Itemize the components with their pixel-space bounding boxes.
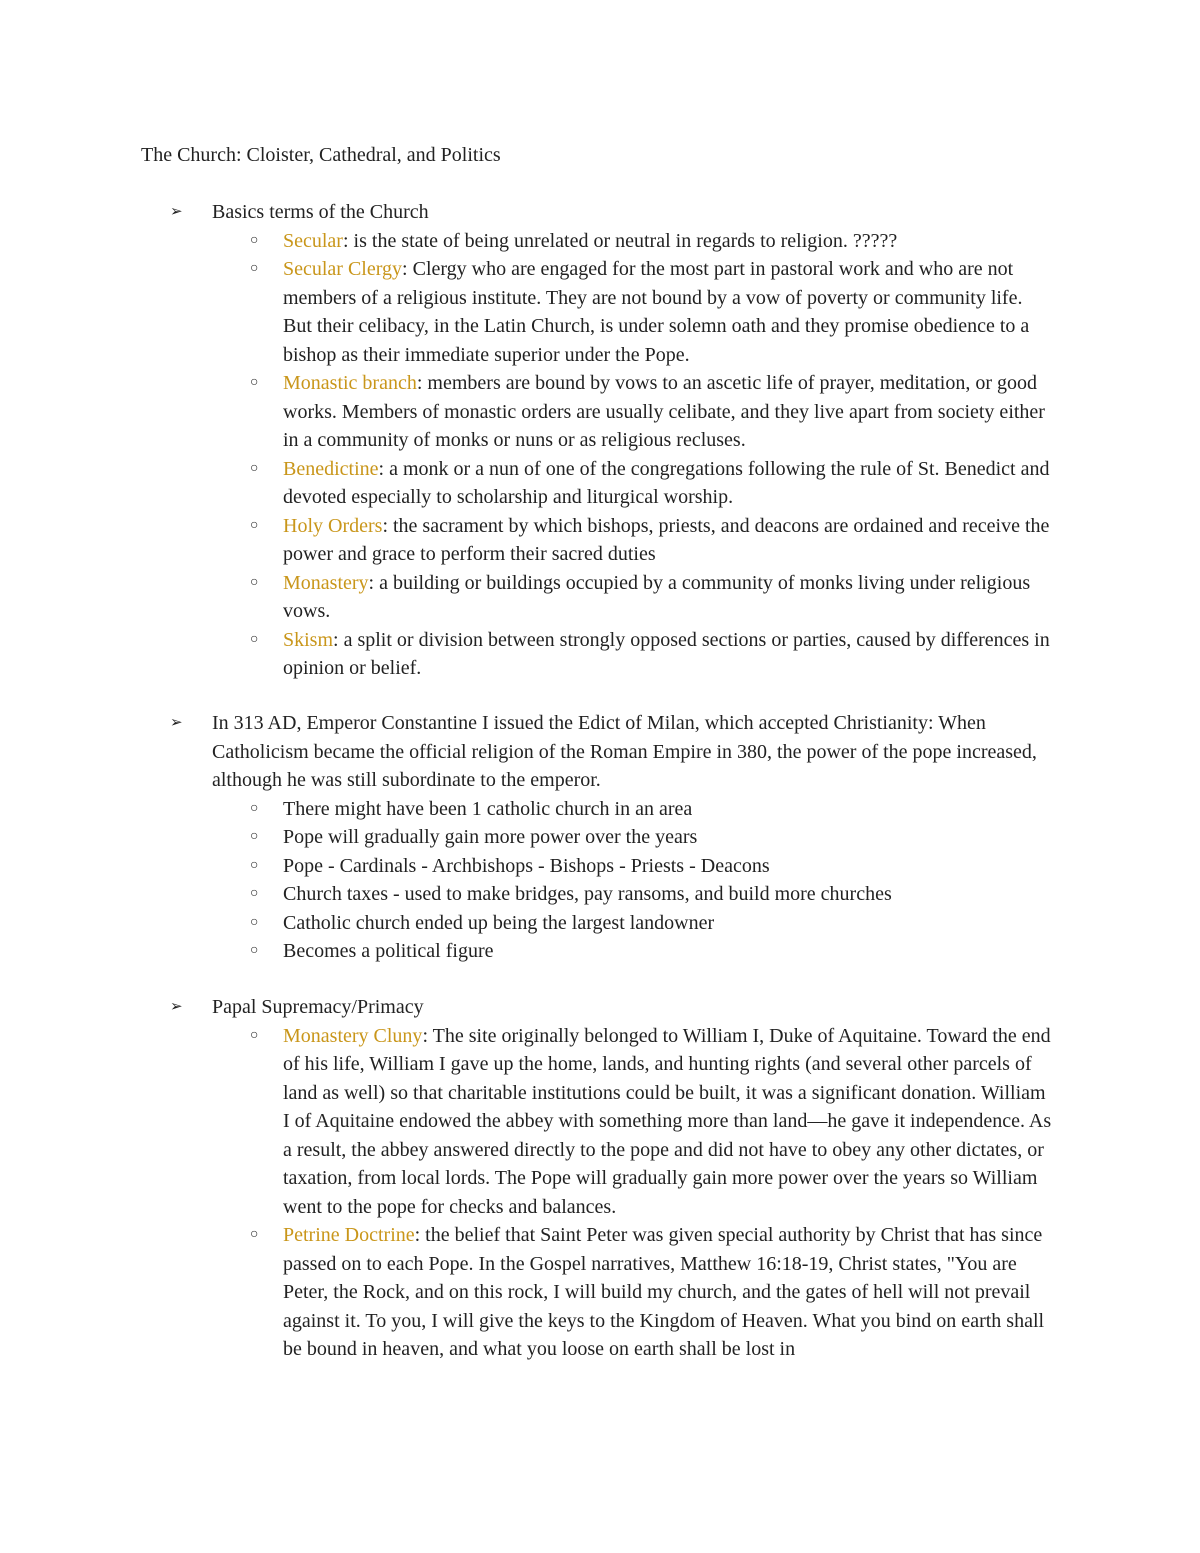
definition-text: : a building or buildings occupied by a community of monks living under religious vows. — [283, 571, 1031, 622]
circle-bullet-icon: ○ — [250, 914, 259, 930]
list-item — [0, 512, 1200, 569]
definition-text: : The site originally belonged to William I, Duke of Aquitaine. Toward the end of his life, William I gave up the home, lands, and hunting rights (and several other parcels of land as well) so that charitable institutions could be built, it was a significant donation. William I of Aquitaine endowed the abbey with something more than land—he gave it independence. As a result, the abbey answered directly to the pope and did not have to obey any other dictates, or taxation, from local lords. The Pope will gradually gain more power over the years so William went to the pope for checks and balances. — [283, 1024, 1052, 1218]
arrow-bullet-icon: ➢ — [170, 715, 183, 731]
arrow-bullet-icon: ➢ — [170, 999, 183, 1015]
term-label: Petrine Doctrine — [283, 1224, 415, 1246]
circle-bullet-icon: ○ — [250, 943, 259, 958]
circle-bullet-icon: ○ — [250, 375, 259, 390]
definition-text: : a split or division between strongly opposed sections or parties, caused by differences in opinion or belief. — [283, 628, 1050, 679]
circle-bullet-icon: ○ — [250, 460, 259, 476]
circle-bullet-icon: ○ — [250, 631, 259, 647]
term-label: Monastery — [283, 571, 369, 594]
term-label: Benedictine — [283, 457, 379, 480]
list-item: ○ Pope - Cardinals - Archbishops - Bishops - Priests - Deacons — [0, 852, 1200, 881]
definition-text: : the belief that Saint Peter was given special authority by Christ that has since passed on to each Pope. In the Gospel narratives, Matthew 16:18-19, Christ states, "You are Peter, the Rock, and on this rock, I will build my church, and the gates of hell will not prevail against it. To you, I will give the keys to the Kingdom of Heaven. What you bind on earth shall be bound in heaven, and what you loose on earth shall be lost in — [283, 1224, 1045, 1360]
list-item: ○ Catholic church ended up being the largest landowner — [0, 909, 1200, 938]
circle-bullet-icon: ○ — [250, 261, 259, 276]
list-item — [0, 1221, 1200, 1364]
section-basic-terms — [0, 198, 1200, 683]
list-item — [0, 455, 1200, 512]
circle-bullet-icon: ○ — [250, 1027, 259, 1043]
definition-text: : is the state of being unrelated or neutral in regards to religion. ????? — [342, 229, 898, 252]
circle-bullet-icon: ○ — [250, 829, 259, 844]
circle-bullet-icon: ○ — [250, 800, 259, 816]
list-item — [0, 369, 1200, 455]
definition-text: : Clergy who are engaged for the most part in pastoral work and who are not members of a religious institute. They are not bound by a vow of poverty or community life. But their celibacy, in the Latin Church, is under solemn oath and they promise obedience to a bishop as their immediate superior under the Pope. — [283, 258, 1030, 366]
circle-bullet-icon: ○ — [250, 857, 259, 873]
circle-bullet-icon: ○ — [250, 1227, 259, 1242]
list-item: ○ Church taxes - used to make bridges, pay ransoms, and build more churches — [0, 880, 1200, 909]
section-edict-of-milan — [0, 709, 1200, 966]
list-item — [0, 1022, 1200, 1222]
term-label: Holy Orders — [283, 514, 383, 537]
definition-text: : the sacrament by which bishops, priests, and deacons are ordained and receive the power and grace to perform their sacred duties — [283, 514, 1050, 565]
term-label: Monastic branch — [283, 372, 417, 394]
section-papal-supremacy — [0, 993, 1200, 1364]
definition-text: : a monk or a nun of one of the congregations following the rule of St. Benedict and devoted especially to scholarship and liturgical worship. — [283, 457, 1050, 508]
term-label: Monastery Cluny — [283, 1024, 423, 1047]
list-item — [0, 569, 1200, 626]
arrow-bullet-icon: ➢ — [170, 204, 183, 220]
circle-bullet-icon: ○ — [250, 232, 259, 248]
term-label: Secular Clergy — [283, 258, 403, 280]
circle-bullet-icon: ○ — [250, 574, 259, 590]
document-title: The Church: Cloister, Cathedral, and Politics — [141, 144, 501, 166]
circle-bullet-icon: ○ — [250, 517, 259, 533]
list-item: ○ Pope will gradually gain more power over the years — [0, 823, 1200, 852]
section-heading: ➢ Papal Supremacy/Primacy — [0, 993, 1200, 1022]
list-item: ○ Becomes a political figure — [0, 937, 1200, 966]
circle-bullet-icon: ○ — [250, 886, 259, 901]
term-label: Secular — [283, 229, 343, 252]
section-heading: ➢ In 313 AD, Emperor Constantine I issued the Edict of Milan, which accepted Christianity: When Catholicism became the official religion of the Roman Empire in 380, the power of the pope increased, although he was still subordinate to the emperor. — [0, 709, 1200, 795]
list-item: ○ There might have been 1 catholic church in an area — [0, 795, 1200, 824]
definition-text: : members are bound by vows to an ascetic life of prayer, meditation, or good works. Members of monastic orders are usually celibate, and they live apart from society either in a community of monks or nuns or as religious recluses. — [283, 372, 1045, 451]
list-item — [0, 626, 1200, 683]
list-item — [0, 255, 1200, 369]
term-label: Skism — [283, 628, 334, 651]
section-heading: ➢ Basics terms of the Church — [0, 198, 1200, 227]
list-item — [0, 227, 1200, 256]
